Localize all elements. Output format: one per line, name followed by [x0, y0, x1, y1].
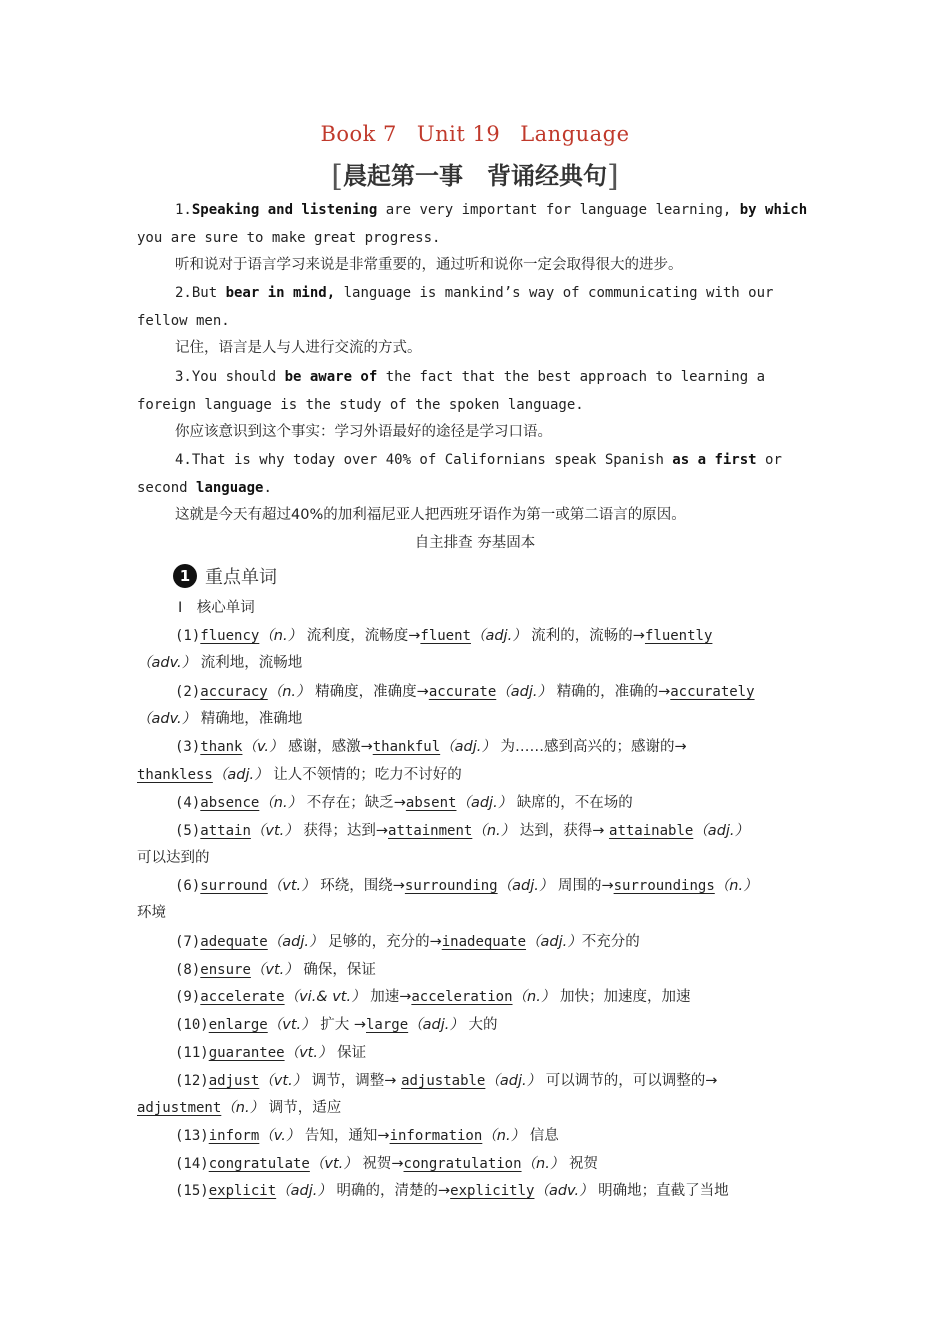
item-number: (13): [175, 1128, 209, 1144]
vocab-word: attainment: [388, 823, 473, 839]
vocab-word: guarantee: [208, 1045, 285, 1061]
part-of-speech: （adj.）: [276, 1183, 332, 1199]
key-phrase: as a first: [672, 452, 757, 468]
section-heading: [173, 563, 277, 589]
sentence-1-line-2: you are sure to make great progress.: [137, 230, 441, 246]
sentence-text: the fact that the best approach to learning a: [377, 369, 766, 385]
part-of-speech: （v.）: [242, 739, 284, 755]
part-of-speech: （n.）: [714, 878, 758, 894]
meaning: 明确的，清楚的→: [331, 1183, 451, 1199]
sentence-number: 4.: [175, 452, 192, 468]
part-of-speech: （vt.）: [259, 1073, 308, 1089]
part-of-speech: （vt.）: [284, 1045, 333, 1061]
meaning: 加快；加速度，加速: [555, 989, 691, 1005]
vocab-word: inform: [208, 1128, 260, 1144]
vocab-word: explicitly: [450, 1183, 535, 1199]
subsection-title: Ⅰ 核心单词: [178, 600, 255, 616]
sentence-text: second: [137, 480, 197, 496]
part-of-speech: （n.）: [267, 684, 311, 700]
sentence-3-translation: 你应该意识到这个事实：学习外语最好的途径是学习口语。: [175, 424, 552, 440]
title-unit: Unit 19: [416, 122, 501, 146]
sentence-1-line-1: [175, 200, 809, 220]
vocab-item-10: [175, 1015, 809, 1035]
vocab-word: explicit: [208, 1183, 277, 1199]
sentence-text: language is mankind’s way of communicating with our: [335, 285, 774, 301]
part-of-speech: （adv.）: [534, 1183, 594, 1199]
meaning: 调节，适应: [264, 1100, 342, 1116]
vocab-word: adjustment: [137, 1100, 222, 1116]
vocab-word: congratulation: [403, 1156, 522, 1172]
meaning: 信息: [525, 1128, 559, 1144]
part-of-speech: （adj.）: [496, 684, 552, 700]
vocab-item-6-cont: 环境: [137, 905, 166, 921]
banner-text: 晨起第一事 背诵经典句: [343, 161, 607, 190]
title-topic: Language: [520, 122, 630, 146]
key-phrase: be aware of: [284, 369, 378, 385]
part-of-speech: （vt.）: [309, 1156, 358, 1172]
vocab-word: accurately: [670, 684, 755, 700]
vocab-word: congratulate: [208, 1156, 310, 1172]
section-title: 重点单词: [205, 567, 277, 588]
meaning: 精确的，准确的→: [551, 684, 671, 700]
meaning: 告知，通知→: [300, 1128, 390, 1144]
part-of-speech: （vt.）: [250, 823, 299, 839]
sentence-number: 3.: [175, 369, 192, 385]
meaning: 足够的，充分的→: [323, 934, 442, 950]
vocab-item-12: [175, 1071, 809, 1091]
part-of-speech: （n.）: [482, 1128, 526, 1144]
vocab-word: ensure: [200, 962, 251, 978]
vocab-item-13: [175, 1126, 809, 1146]
sentence-text: You should: [191, 369, 285, 385]
part-of-speech: （vi.& vt.）: [284, 989, 366, 1005]
meaning: 大的: [463, 1017, 498, 1033]
meaning: 感谢，感激→: [283, 739, 373, 755]
vocab-word: large: [366, 1017, 409, 1033]
vocab-item-1: [175, 626, 809, 646]
meaning: 调节，调整→: [307, 1073, 402, 1089]
sentence-4-line-2: [137, 478, 809, 498]
meaning: 明确地；直截了当地: [593, 1183, 729, 1199]
vocab-word: surroundings: [613, 878, 715, 894]
meaning: 不存在；缺乏→: [302, 795, 406, 811]
vocab-item-4: [175, 793, 809, 813]
vocab-word: fluency: [200, 628, 260, 644]
sentence-3-line-2: foreign language is the study of the spoken language.: [137, 397, 584, 413]
item-number: (1): [175, 628, 201, 644]
sentence-4-line-1: [175, 450, 809, 470]
part-of-speech: （n.）: [221, 1100, 265, 1116]
key-phrase: Speaking and listening: [191, 202, 378, 218]
vocab-item-14: [175, 1154, 809, 1174]
item-number: (5): [175, 823, 201, 839]
meaning: 流利度，流畅度→: [302, 628, 421, 644]
section-banner: [0, 156, 950, 194]
sentence-text: That is why today over 40% of Californians speak Spanish: [191, 452, 673, 468]
sentence-number: 2.: [175, 285, 192, 301]
key-phrase: by which: [739, 202, 808, 218]
item-number: (10): [175, 1017, 209, 1033]
meaning: 流利的，流畅的→: [526, 628, 645, 644]
part-of-speech: （adv.）: [137, 655, 197, 671]
item-number: (2): [175, 684, 201, 700]
item-number: (12): [175, 1073, 209, 1089]
vocab-word: information: [389, 1128, 483, 1144]
part-of-speech: （adj.）: [212, 767, 269, 783]
sentence-text: But: [191, 285, 226, 301]
banner-left-bracket: [: [331, 159, 343, 194]
vocab-item-15: [175, 1181, 809, 1201]
vocab-item-8: [175, 960, 809, 980]
vocab-word: thankless: [137, 767, 213, 783]
part-of-speech: （adj.）: [470, 628, 527, 644]
section-subtitle: 自主排查 夯基固本: [414, 535, 536, 551]
part-of-speech: （n.）: [472, 823, 516, 839]
meaning: 周围的→: [553, 878, 614, 894]
part-of-speech: （vt.）: [250, 962, 299, 978]
vocab-word: fluent: [420, 628, 471, 644]
sentence-text: or: [756, 452, 782, 468]
vocab-word: inadequate: [441, 934, 527, 950]
item-number: (7): [175, 934, 201, 950]
key-phrase: bear in mind,: [225, 285, 336, 301]
item-number: (6): [175, 878, 201, 894]
vocab-word: absent: [405, 795, 457, 811]
part-of-speech: （adv.）: [137, 711, 197, 727]
item-number: (15): [175, 1183, 209, 1199]
part-of-speech: （vt.）: [267, 1017, 316, 1033]
vocab-item-2: [175, 682, 809, 702]
vocab-word: enlarge: [208, 1017, 268, 1033]
vocab-item-11: [175, 1043, 809, 1063]
vocab-word: attainable: [609, 823, 694, 839]
vocab-item-2-cont: [137, 709, 809, 729]
sentence-2-line-2: fellow men.: [137, 313, 230, 329]
part-of-speech: （v.）: [259, 1128, 301, 1144]
meaning: 扩大 →: [315, 1017, 366, 1033]
vocab-word: adjustable: [401, 1073, 486, 1089]
sentence-3-line-1: [175, 367, 809, 387]
vocab-word: adequate: [200, 934, 268, 950]
vocab-word: thankful: [372, 739, 441, 755]
meaning: 让人不领情的；吃力不讨好的: [268, 767, 462, 783]
vocab-item-5-cont: 可以达到的: [137, 850, 210, 866]
meaning: 为……感到高兴的；感谢的→: [495, 739, 687, 755]
meaning: 精确度，准确度→: [310, 684, 429, 700]
part-of-speech: （n.）: [521, 1156, 565, 1172]
part-of-speech: （adj.）: [693, 823, 750, 839]
sentence-2-translation: 记住，语言是人与人进行交流的方式。: [175, 340, 422, 356]
number-badge: 1: [173, 564, 197, 588]
item-number: (3): [175, 739, 201, 755]
item-number: (4): [175, 795, 201, 811]
meaning: 流利地，流畅地: [196, 655, 303, 671]
title-book: Book 7: [320, 122, 397, 146]
vocab-item-1-cont: [137, 653, 809, 673]
meaning: 加速→: [365, 989, 412, 1005]
vocab-word: attain: [200, 823, 251, 839]
vocab-item-3-cont: [137, 765, 809, 785]
part-of-speech: （adj.）: [267, 934, 324, 950]
item-number: (8): [175, 962, 201, 978]
vocab-item-5: [175, 821, 809, 841]
meaning: 祝贺: [564, 1156, 598, 1172]
meaning: 精确地，准确地: [196, 711, 303, 727]
vocab-word: acceleration: [411, 989, 513, 1005]
part-of-speech: （n.）: [259, 795, 303, 811]
vocab-word: accelerate: [200, 989, 285, 1005]
sentence-text: .: [263, 480, 272, 496]
part-of-speech: （adj.）: [440, 739, 496, 755]
meaning: 获得；达到→: [298, 823, 389, 839]
page-title: [0, 122, 950, 146]
vocab-word: adjust: [208, 1073, 260, 1089]
vocab-word: surround: [200, 878, 268, 894]
meaning: 环绕，围绕→: [315, 878, 405, 894]
vocab-item-6: [175, 876, 809, 896]
sentence-number: 1.: [175, 202, 192, 218]
vocab-word: fluently: [644, 628, 713, 644]
vocab-item-7: [175, 932, 809, 952]
sentence-4-translation: 这就是今天有超过40%的加利福尼亚人把西班牙语作为第一或第二语言的原因。: [175, 507, 686, 523]
meaning: 祝贺→: [357, 1156, 404, 1172]
meaning: 达到，获得→: [515, 823, 610, 839]
vocab-word: surrounding: [404, 878, 498, 894]
part-of-speech: （adj.）: [408, 1017, 464, 1033]
part-of-speech: （adj.）: [456, 795, 513, 811]
vocab-word: accuracy: [200, 684, 268, 700]
part-of-speech: （n.）: [259, 628, 303, 644]
item-number: (11): [175, 1045, 209, 1061]
meaning: 缺席的，不在场的: [512, 795, 633, 811]
sentence-1-translation: 听和说对于语言学习来说是非常重要的，通过听和说你一定会取得很大的进步。: [175, 257, 683, 273]
banner-right-bracket: ]: [607, 159, 619, 194]
part-of-speech: （vt.）: [267, 878, 316, 894]
meaning: 保证: [332, 1045, 367, 1061]
part-of-speech: （n.）: [512, 989, 556, 1005]
vocab-word: accurate: [428, 684, 497, 700]
part-of-speech: （adj.）: [497, 878, 554, 894]
vocab-item-3: [175, 737, 809, 757]
part-of-speech: （adj.）: [526, 934, 582, 950]
vocab-word: absence: [200, 795, 260, 811]
vocab-item-9: [175, 987, 809, 1007]
item-number: (9): [175, 989, 201, 1005]
meaning: 可以调节的，可以调整的→: [541, 1073, 718, 1089]
vocab-word: thank: [200, 739, 243, 755]
meaning: 确保，保证: [298, 962, 376, 978]
meaning: 不充分的: [581, 934, 640, 950]
item-number: (14): [175, 1156, 209, 1172]
vocab-item-12-cont: [137, 1098, 809, 1118]
sentence-text: are very important for language learning,: [377, 202, 740, 218]
sentence-2-line-1: [175, 283, 809, 303]
key-phrase: language: [196, 480, 264, 496]
part-of-speech: （adj.）: [485, 1073, 542, 1089]
